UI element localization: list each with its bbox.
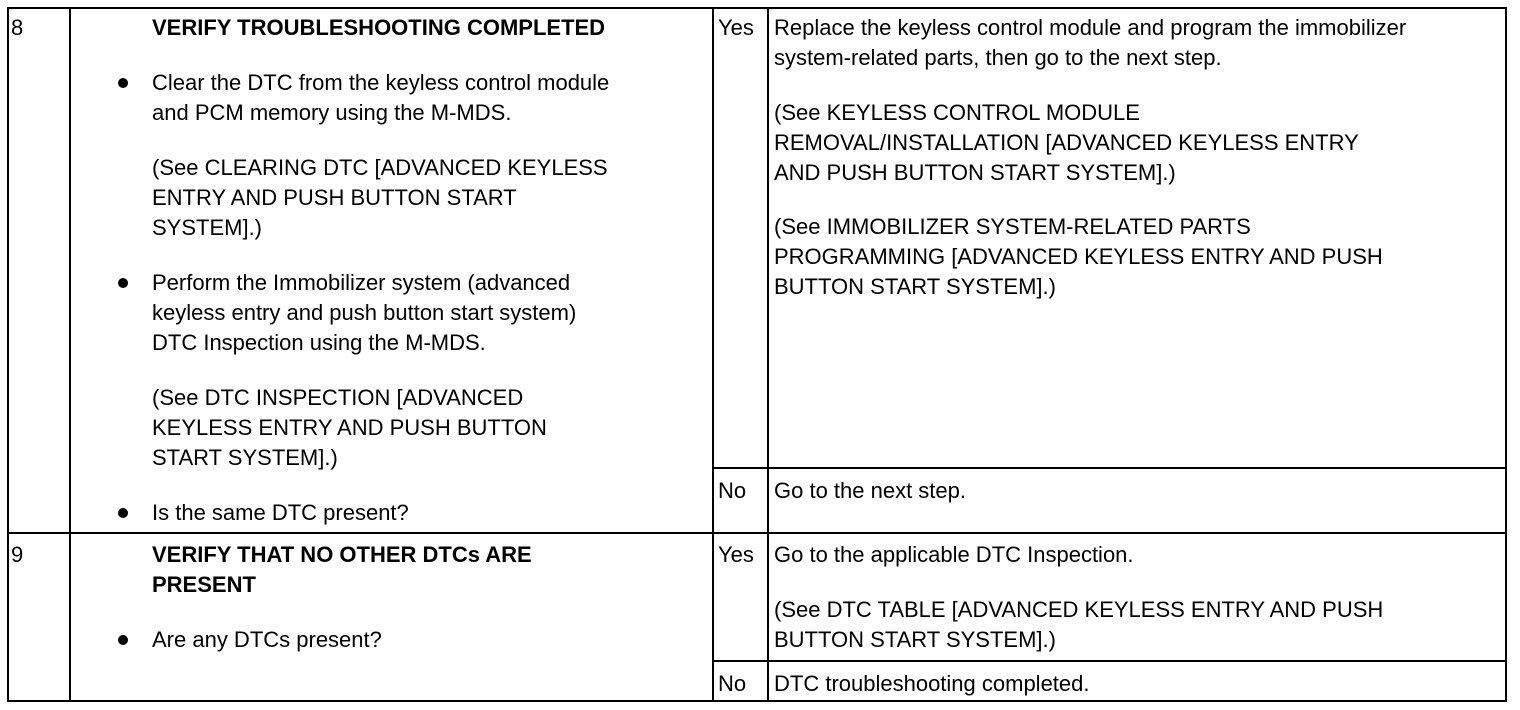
table-border-right xyxy=(1505,7,1507,702)
reference-text: (See CLEARING DTC [ADVANCED KEYLESS xyxy=(152,155,608,180)
reference-text: (See DTC INSPECTION [ADVANCED xyxy=(152,385,524,410)
inspection-question: Are any DTCs present? xyxy=(152,627,382,652)
divider-row9-yes-no xyxy=(712,660,1507,662)
inspection-item: DTC Inspection using the M-MDS. xyxy=(152,330,486,355)
reference-text: PROGRAMMING [ADVANCED KEYLESS ENTRY AND PUSH xyxy=(774,244,1383,269)
action-text: Go to the next step. xyxy=(774,478,967,503)
divider-row8-yes-no xyxy=(712,467,1507,469)
answer-yes: Yes xyxy=(718,15,754,40)
step-number: 8 xyxy=(11,15,24,40)
reference-text: KEYLESS ENTRY AND PUSH BUTTON xyxy=(152,415,547,440)
reference-text: AND PUSH BUTTON START SYSTEM].) xyxy=(774,160,1176,185)
inspection-item: Clear the DTC from the keyless control module xyxy=(152,70,610,95)
divider-answer-column xyxy=(767,7,769,702)
answer-no: No xyxy=(718,671,747,696)
bullet-icon xyxy=(118,78,128,88)
inspection-item: Perform the Immobilizer system (advanced xyxy=(152,270,571,295)
action-text: DTC troubleshooting completed. xyxy=(774,671,1090,696)
reference-text: ENTRY AND PUSH BUTTON START xyxy=(152,185,517,210)
action-text: system-related parts, then go to the next step. xyxy=(774,45,1222,70)
reference-text: (See IMMOBILIZER SYSTEM-RELATED PARTS xyxy=(774,214,1251,239)
action-text: Replace the keyless control module and program the immobilizer xyxy=(774,15,1407,40)
reference-text: (See KEYLESS CONTROL MODULE xyxy=(774,100,1140,125)
divider-row-8-9 xyxy=(7,532,1507,534)
table-border-bottom xyxy=(7,700,1507,702)
bullet-icon xyxy=(118,278,128,288)
table-border-left xyxy=(7,7,9,702)
bullet-icon xyxy=(118,508,128,518)
reference-text: REMOVAL/INSTALLATION [ADVANCED KEYLESS ENTRY xyxy=(774,130,1359,155)
action-text: Go to the applicable DTC Inspection. xyxy=(774,542,1134,567)
divider-inspection-column xyxy=(712,7,714,702)
reference-text: START SYSTEM].) xyxy=(152,445,338,470)
reference-text: (See DTC TABLE [ADVANCED KEYLESS ENTRY AND PUSH xyxy=(774,597,1384,622)
inspection-item: keyless entry and push button start system) xyxy=(152,300,577,325)
step-heading: PRESENT xyxy=(152,572,256,597)
reference-text: SYSTEM].) xyxy=(152,215,263,240)
reference-text: BUTTON START SYSTEM].) xyxy=(774,274,1056,299)
divider-step-column xyxy=(69,7,71,702)
bullet-icon xyxy=(118,635,128,645)
answer-yes: Yes xyxy=(718,542,754,567)
step-number: 9 xyxy=(11,542,24,567)
answer-no: No xyxy=(718,478,747,503)
step-heading: VERIFY THAT NO OTHER DTCs ARE xyxy=(152,542,532,567)
inspection-item: and PCM memory using the M-MDS. xyxy=(152,100,512,125)
inspection-question: Is the same DTC present? xyxy=(152,500,409,525)
table-border-top xyxy=(7,7,1507,9)
step-heading: VERIFY TROUBLESHOOTING COMPLETED xyxy=(152,15,606,40)
reference-text: BUTTON START SYSTEM].) xyxy=(774,627,1056,652)
